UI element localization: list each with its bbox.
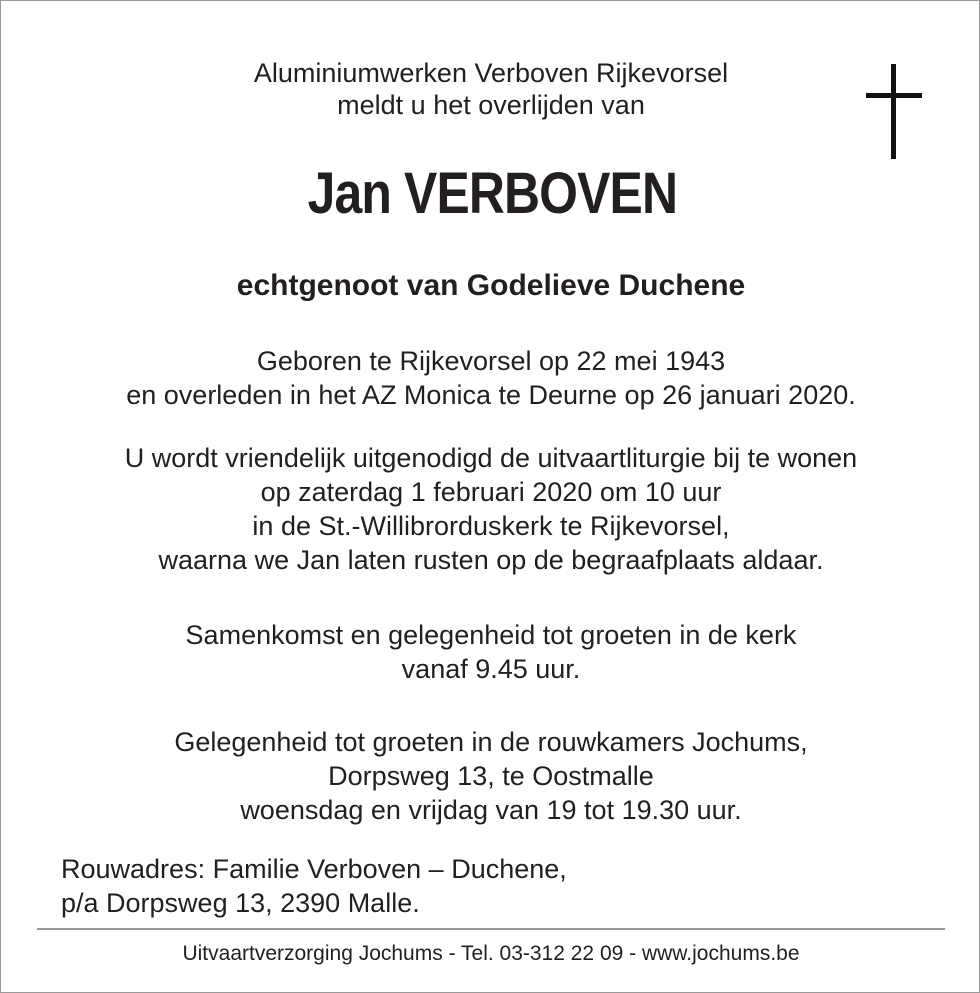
viewing-info xyxy=(1,725,980,827)
invite-line-4: waarna we Jan laten rusten op de begraafplaats aldaar. xyxy=(158,545,824,575)
spouse-line: echtgenoot van Godelieve Duchene xyxy=(236,269,746,302)
gathering-line-1: Samenkomst en gelegenheid tot groeten in de kerk xyxy=(185,620,797,650)
address-line-2: p/a Dorpsweg 13, 2390 Malle. xyxy=(61,888,420,918)
intro-line-1: Aluminiumwerken Verboven Rijkevorsel xyxy=(253,58,729,88)
gathering-line-2: vanaf 9.45 uur. xyxy=(401,654,581,684)
cross-icon xyxy=(866,64,922,159)
funeral-director-footer: Uitvaartverzorging Jochums - Tel. 03-312 22 09 - www.jochums.be xyxy=(182,942,800,965)
birth-line: Geboren te Rijkevorsel op 22 mei 1943 xyxy=(256,346,726,376)
viewing-line-1: Gelegenheid tot groeten in de rouwkamers Jochums, xyxy=(174,727,808,757)
funeral-invitation xyxy=(1,441,980,577)
intro-text xyxy=(1,57,980,121)
deceased-name: Jan VERBOVEN xyxy=(307,161,678,226)
cross-icon-horizontal-bar xyxy=(866,93,922,98)
mourning-address xyxy=(61,852,567,920)
death-line: en overleden in het AZ Monica te Deurne op 26 januari 2020. xyxy=(126,380,856,410)
invite-line-2: op zaterdag 1 februari 2020 om 10 uur xyxy=(260,477,722,507)
invite-line-1: U wordt vriendelijk uitgenodigd de uitvaartliturgie bij te wonen xyxy=(124,443,858,473)
address-line-1: Rouwadres: Familie Verboven – Duchene, xyxy=(61,854,567,884)
viewing-line-3: woensdag en vrijdag van 19 tot 19.30 uur. xyxy=(240,795,742,825)
intro-line-2: meldt u het overlijden van xyxy=(337,90,645,120)
footer-divider xyxy=(37,928,945,930)
gathering-info xyxy=(1,618,980,686)
birth-death-text xyxy=(1,344,980,412)
viewing-line-2: Dorpsweg 13, te Oostmalle xyxy=(328,761,654,791)
invite-line-3: in de St.-Willibrorduskerk te Rijkevorsel, xyxy=(252,511,730,541)
cross-icon-vertical-bar xyxy=(891,64,896,159)
